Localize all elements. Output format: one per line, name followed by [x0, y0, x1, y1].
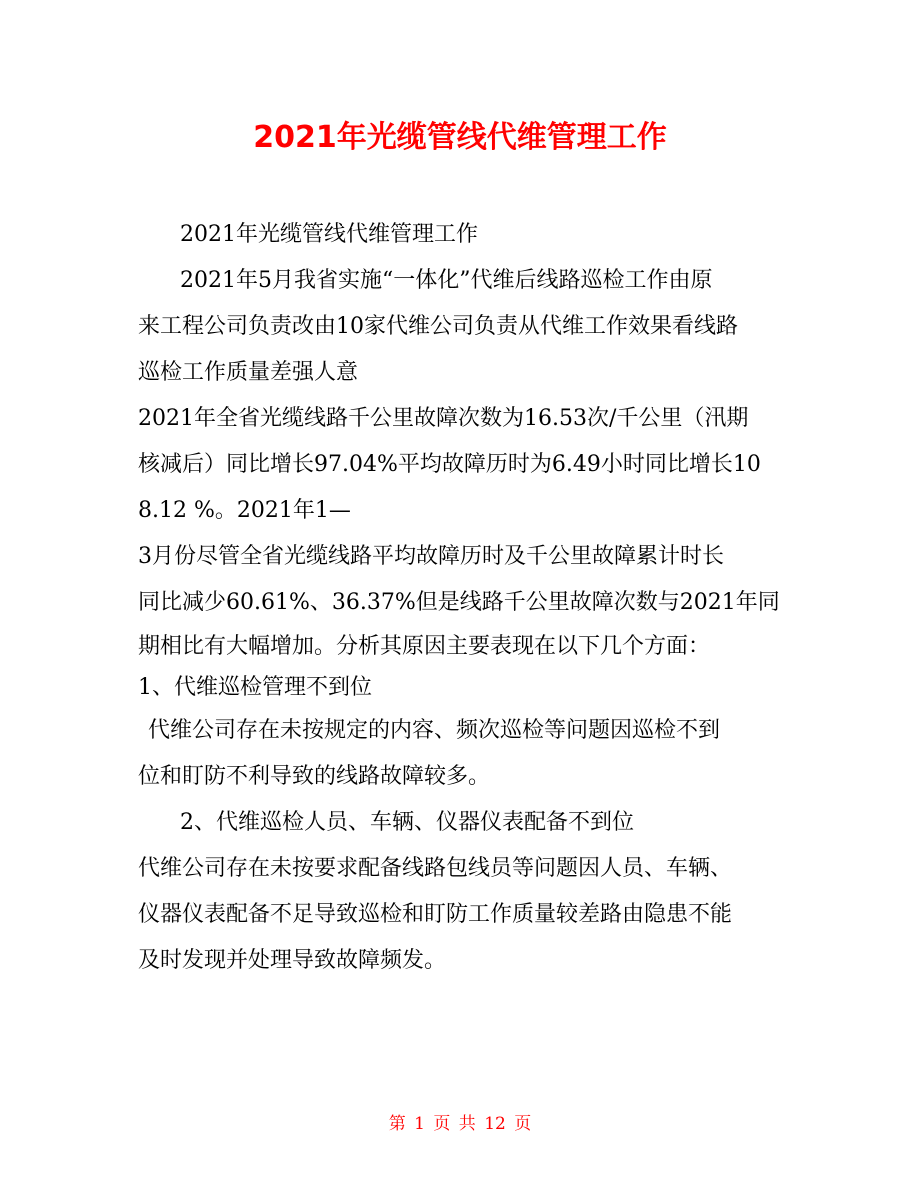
body-line-10: 期相比有大幅增加。分析其原因主要表现在以下几个方面： — [138, 634, 711, 659]
body-line-2: 2021年5月我省实施“一体化”代维后线路巡检工作由原 — [180, 268, 713, 293]
body-line-8: 3月份尽管全省光缆线路平均故障历时及千公里故障累计时长 — [138, 544, 724, 569]
document-body — [138, 212, 778, 984]
body-line-4: 巡检工作质量差强人意 — [138, 360, 359, 385]
body-line-17: 及时发现并处理导致故障频发。 — [138, 948, 447, 973]
body-line-1: 2021年光缆管线代维管理工作 — [180, 222, 478, 247]
page-number-footer: 第 1 页 共 12 页 — [388, 1114, 532, 1134]
body-line-11: 1、代维巡检管理不到位 — [138, 675, 372, 700]
body-line-16: 仪器仪表配备不足导致巡检和盯防工作质量较差路由隐患不能 — [138, 902, 733, 927]
body-line-13: 位和盯防不利导致的线路故障较多。 — [138, 764, 491, 789]
document-title: 2021年光缆管线代维管理工作 — [253, 120, 667, 155]
body-line-6: 核减后）同比增长97.04%平均故障历时为6.49小时同比增长10 — [138, 452, 761, 477]
body-line-15: 代维公司存在未按要求配备线路包线员等问题因人员、车辆、 — [138, 856, 733, 881]
body-line-12: 代维公司存在未按规定的内容、频次巡检等问题因巡检不到 — [148, 718, 721, 743]
body-line-7: 8.12 %。2021年1— — [138, 498, 351, 523]
body-line-9: 同比减少60.61%、36.37%但是线路千公里故障次数与2021年同 — [138, 590, 780, 615]
body-line-14: 2、代维巡检人员、车辆、仪器仪表配备不到位 — [180, 810, 634, 835]
body-line-5: 2021年全省光缆线路千公里故障次数为16.53次/千公里（汛期 — [138, 406, 749, 431]
body-line-3: 来工程公司负责改由10家代维公司负责从代维工作效果看线路 — [138, 314, 738, 339]
